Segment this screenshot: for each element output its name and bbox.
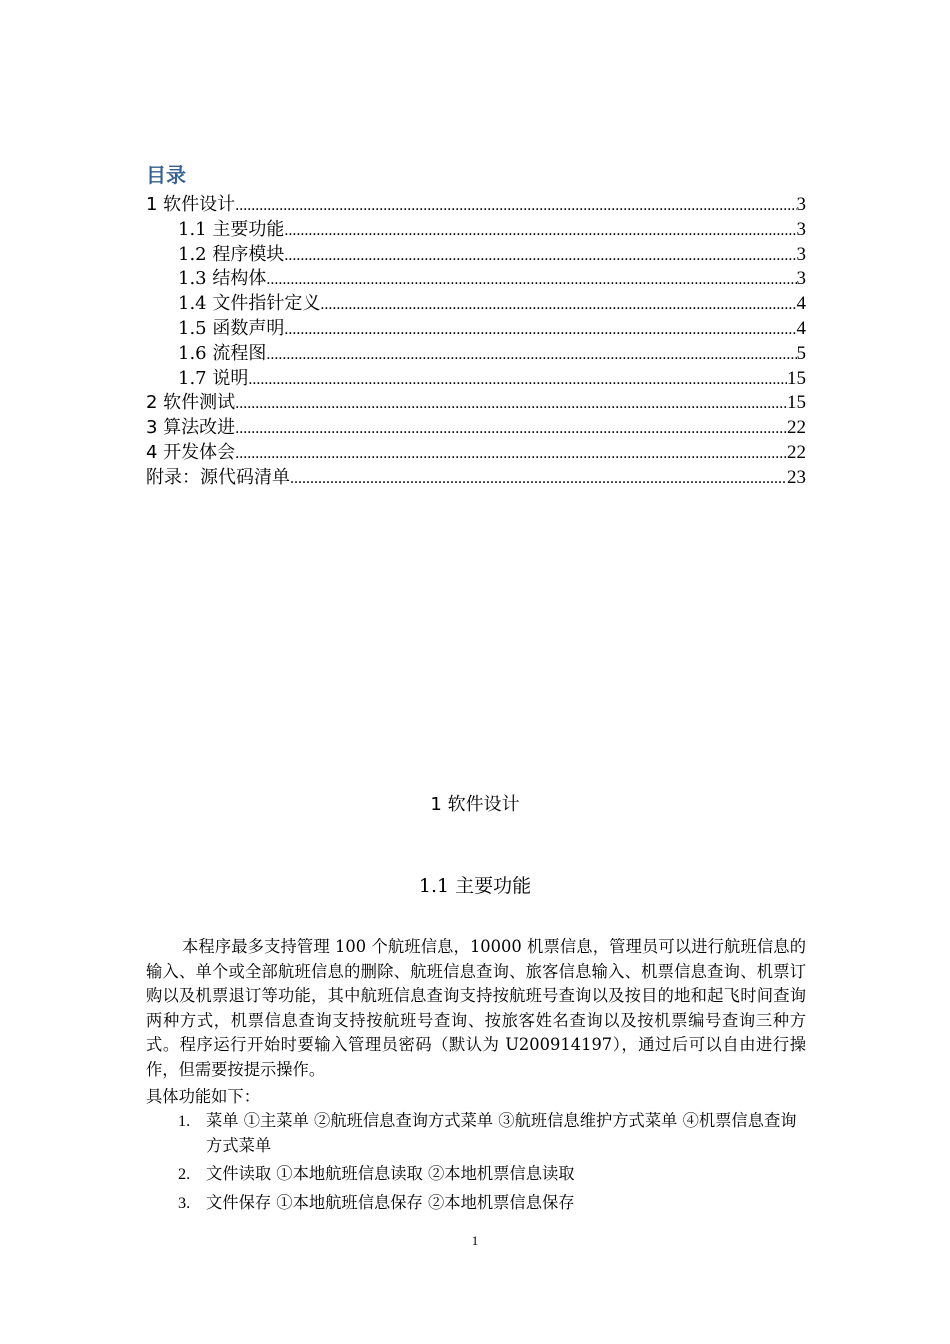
- toc-entry[interactable]: [146, 342, 806, 367]
- list-item-number: 3.: [178, 1192, 191, 1212]
- list-item-number: 2.: [178, 1164, 191, 1183]
- toc-entry-page: 22: [787, 417, 806, 439]
- toc-entry-label: 1.7 说明: [178, 367, 249, 389]
- toc-entry-label: 2 软件测试: [146, 392, 236, 414]
- toc-leader: [235, 392, 787, 416]
- toc-entry-label: 1.6 流程图: [178, 342, 267, 364]
- toc-entry[interactable]: [146, 367, 806, 392]
- toc-entry[interactable]: [146, 218, 806, 243]
- toc-entry[interactable]: [146, 292, 806, 317]
- feature-list: [146, 1109, 806, 1219]
- toc-entry-page: 5: [796, 342, 806, 364]
- toc-entry-page: 3: [796, 243, 806, 265]
- toc-entry-label: 1.1 主要功能: [178, 218, 285, 240]
- toc-leader: [266, 268, 796, 292]
- list-item-text: 文件读取 ①本地航班信息读取 ②本地机票信息读取: [206, 1164, 575, 1183]
- toc-entry-label: 附录：源代码清单: [146, 466, 290, 488]
- toc-entry[interactable]: [146, 466, 806, 491]
- toc-entry[interactable]: [146, 441, 806, 466]
- toc-entry[interactable]: [146, 416, 806, 441]
- body-paragraph: 本程序最多支持管理 100 个航班信息，10000 机票信息，管理员可以进行航班信息的输入、单个或全部航班信息的删除、航班信息查询、旅客信息输入、机票信息查询、机票订购以及机票退订等功能，其中航班信息查询支持按航班号查询以及按目的地和起飞时间查询两种方式，机票信息查询支持按航班号查询、按旅客姓名查询以及按机票编号查询三种方式。程序运行开始时要输入管理员密码（默认为 U200914197），通过后可以自由进行操作，但需要按提示操作。: [146, 937, 806, 1079]
- list-item: [146, 1109, 806, 1158]
- toc-entry-label: 3 算法改进: [146, 417, 236, 439]
- toc-entry-label: 1.5 函数声明: [178, 317, 285, 339]
- list-item-text: 菜单 ①主菜单 ②航班信息查询方式菜单 ③航班信息维护方式菜单 ④机票信息查询方式菜单: [206, 1111, 797, 1155]
- page-number: 1: [471, 1233, 479, 1248]
- list-item: [146, 1191, 806, 1216]
- toc-entry-page: 23: [787, 466, 806, 488]
- toc-entry-page: 15: [787, 392, 806, 414]
- toc-entry-page: 4: [796, 293, 806, 315]
- toc-entry-label: 1.3 结构体: [178, 268, 267, 290]
- toc-entry-label: 1.4 文件指针定义: [178, 293, 321, 315]
- list-item-number: 1.: [178, 1111, 191, 1130]
- toc-entry-page: 3: [796, 194, 806, 215]
- toc-leader: [248, 368, 787, 392]
- toc-entry-label: 4 开发体会: [146, 441, 236, 463]
- toc-leader: [235, 417, 787, 441]
- toc-entry-page: 3: [796, 218, 806, 240]
- toc-entry-page: 4: [796, 317, 806, 339]
- toc-leader: [235, 442, 787, 466]
- list-item: [146, 1162, 806, 1187]
- toc-leader: [320, 293, 796, 317]
- toc-entry-page: 15: [787, 367, 806, 389]
- toc-leader: [235, 194, 796, 218]
- toc-entry[interactable]: [146, 193, 806, 218]
- section-heading: 1 软件设计: [430, 794, 520, 815]
- toc-entry-page: 22: [787, 441, 806, 463]
- toc-entry[interactable]: [146, 391, 806, 416]
- table-of-contents: [146, 193, 806, 491]
- toc-entry[interactable]: [146, 267, 806, 292]
- list-item-text: 文件保存 ①本地航班信息保存 ②本地机票信息保存: [206, 1192, 575, 1212]
- toc-leader: [284, 244, 796, 268]
- toc-entry[interactable]: [146, 317, 806, 342]
- toc-entry-label: 1 软件设计: [146, 194, 236, 215]
- toc-entry[interactable]: [146, 243, 806, 268]
- toc-leader: [284, 318, 796, 342]
- toc-leader: [266, 343, 796, 367]
- subsection-heading: 1.1 主要功能: [418, 875, 532, 897]
- toc-title: 目录: [146, 163, 186, 187]
- toc-entry-label: 1.2 程序模块: [178, 243, 285, 265]
- toc-leader: [284, 219, 796, 243]
- toc-leader: [290, 467, 787, 491]
- feature-list-intro: 具体功能如下：: [146, 1087, 260, 1106]
- toc-entry-page: 3: [796, 268, 806, 290]
